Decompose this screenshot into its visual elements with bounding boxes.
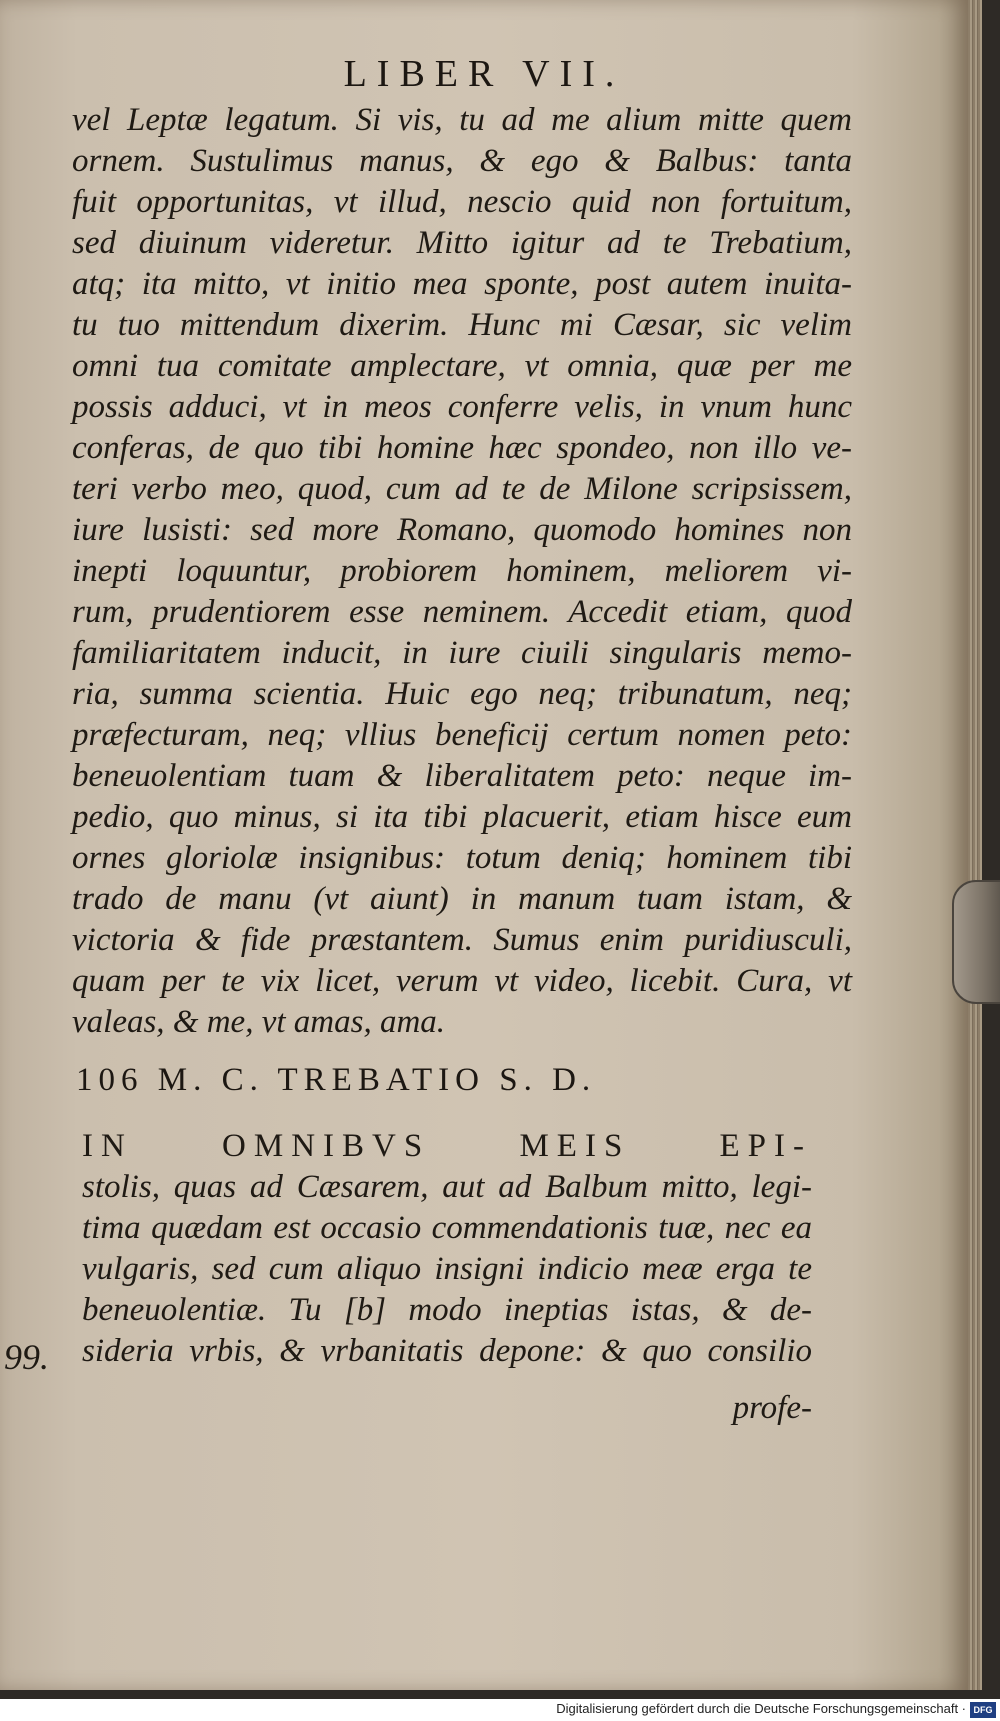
funding-credit: Digitalisierung gefördert durch die Deutsche Forschungsgemeinschaft ·: [556, 1701, 966, 1716]
text-line: ornes gloriolæ insignibus: totum deniq; hominem tibi: [72, 840, 852, 876]
text-line: possis adduci, vt in meos conferre velis, in vnum hunc: [72, 389, 852, 425]
text-line: tu tuo mittendum dixerim. Hunc mi Cæsar, sic velim: [72, 307, 852, 343]
text-line: rum, prudentiorem esse neminem. Accedit etiam, quod: [72, 594, 852, 630]
text-line: beneuolentiæ. Tu [b] modo ineptias istas, & de-: [82, 1292, 812, 1328]
text-line: quam per te vix licet, verum vt video, licebit. Cura, vt: [72, 963, 852, 999]
text-line: ornem. Sustulimus manus, & ego & Balbus: tanta: [72, 143, 852, 179]
text-line: conferas, de quo tibi homine hæc spondeo, non illo ve-: [72, 430, 852, 466]
page-edges: [968, 0, 982, 1690]
text-line: sideria vrbis, & vrbanitatis depone: & quo consilio: [82, 1333, 812, 1369]
text-line: sed diuinum videretur. Mitto igitur ad te Trebatium,: [72, 225, 852, 261]
text-line: victoria & fide præstantem. Sumus enim puridiusculi,: [72, 922, 852, 958]
text-line: iure lusisti: sed more Romano, quomodo homines non: [72, 512, 852, 548]
opening-line: IN OMNIBVS MEIS EPI-: [82, 1128, 812, 1164]
text-line: præfecturam, neq; vllius beneficij certum nomen peto:: [72, 717, 852, 753]
running-title: LIBER VII.: [343, 53, 625, 95]
text-line: atq; ita mitto, vt initio mea sponte, post autem inuita-: [72, 266, 852, 302]
text-line: ria, summa scientia. Huic ego neq; tribunatum, neq;: [72, 676, 852, 712]
letter-heading: 106 M. C. TREBATIO S. D.: [76, 1062, 597, 1098]
margin-reference-number: 99.: [4, 1337, 49, 1377]
book-clasp: [952, 880, 1000, 1004]
text-line: teri verbo meo, quod, cum ad te de Milone scripsissem,: [72, 471, 852, 507]
text-line: valeas, & me, vt amas, ama.: [72, 1004, 446, 1040]
text-line: fuit opportunitas, vt illud, nescio quid non fortuitum,: [72, 184, 852, 220]
letter-body-continued: [72, 100, 852, 1043]
text-line: tima quædam est occasio commendationis tuæ, nec ea: [82, 1210, 812, 1246]
dfg-logo-icon: DFG: [970, 1702, 996, 1718]
text-line: pedio, quo minus, si ita tibi placuerit, etiam hisce eum: [72, 799, 852, 835]
text-line: vel Leptæ legatum. Si vis, tu ad me alium mitte quem: [72, 102, 852, 138]
letter-body: [82, 1126, 812, 1372]
text-line: vulgaris, sed cum aliquo insigni indicio meæ erga te: [82, 1251, 812, 1287]
catchword: profe-: [732, 1390, 812, 1426]
text-line: inepti loquuntur, probiorem hominem, meliorem vi-: [72, 553, 852, 589]
text-line: familiaritatem inducit, in iure ciuili singularis memo-: [72, 635, 852, 671]
text-line: trado de manu (vt aiunt) in manum tuam istam, &: [72, 881, 852, 917]
text-line: omni tua comitate amplectare, vt omnia, quæ per me: [72, 348, 852, 384]
text-line: beneuolentiam tuam & liberalitatem peto: neque im-: [72, 758, 852, 794]
text-line: stolis, quas ad Cæsarem, aut ad Balbum mitto, legi-: [82, 1169, 812, 1205]
